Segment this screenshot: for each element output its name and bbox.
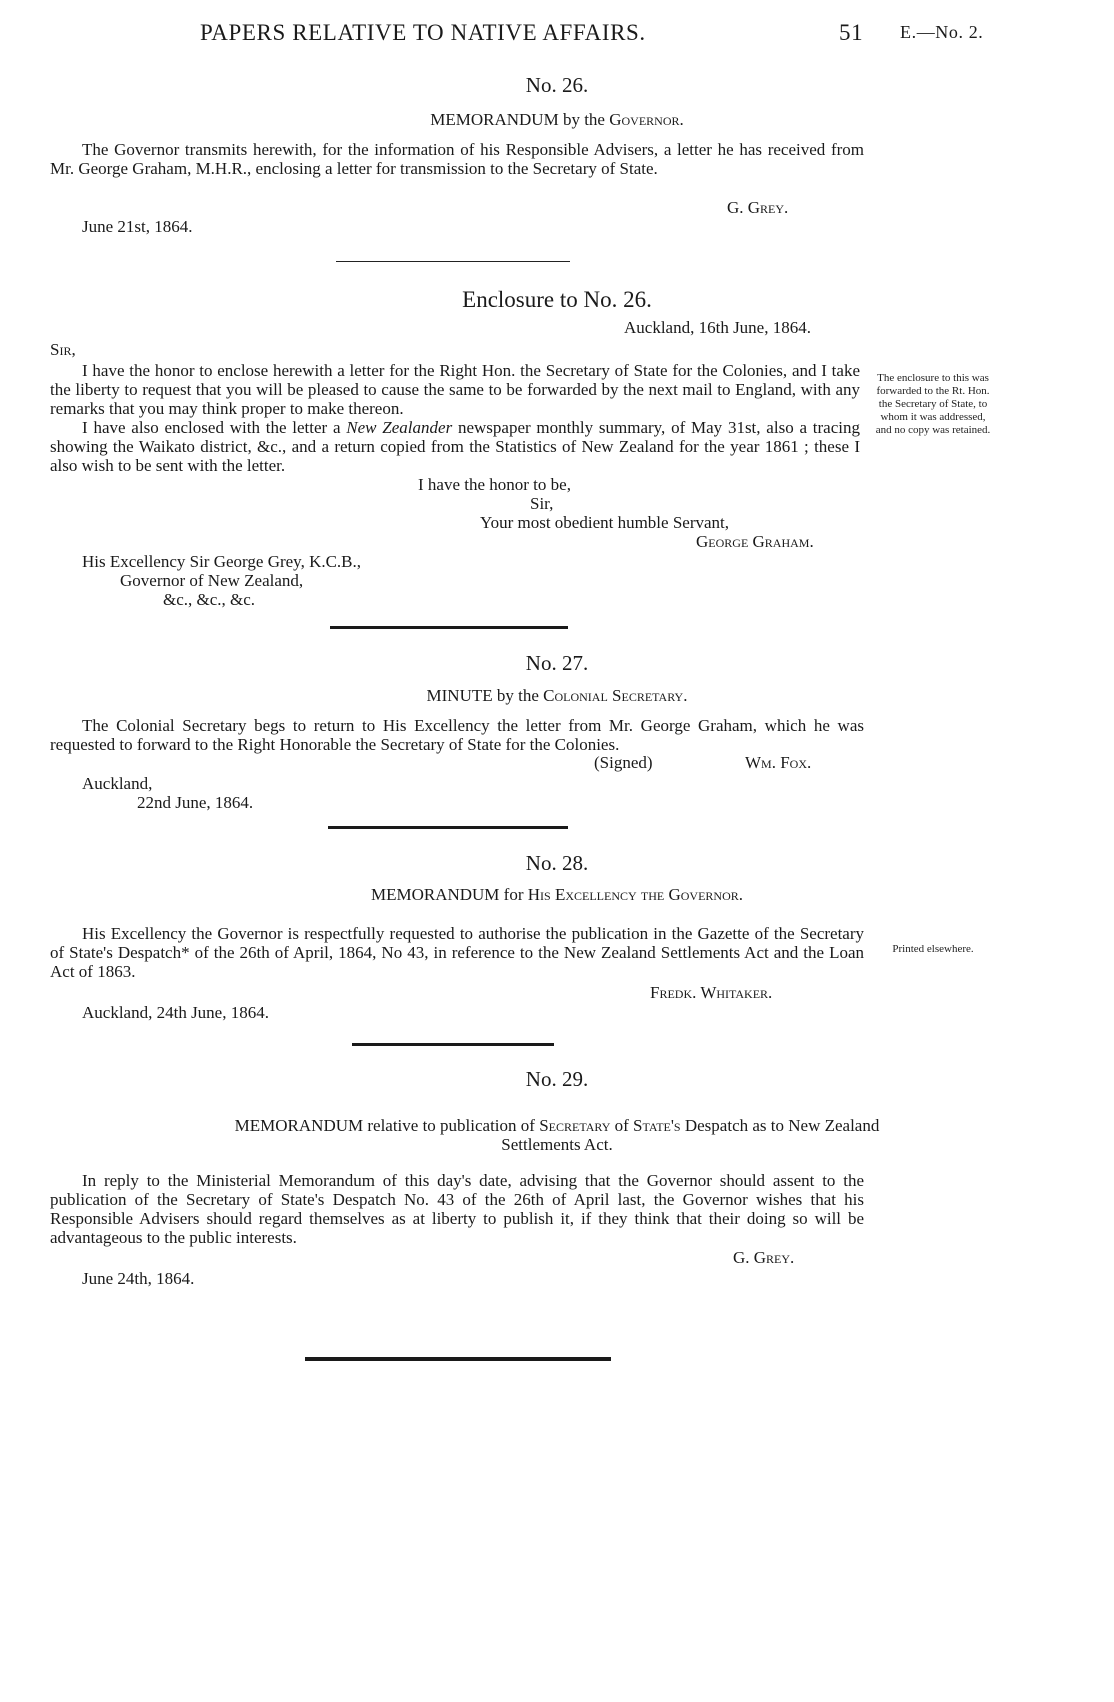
signed-label-no27: (Signed) xyxy=(594,753,653,772)
section-subtitle-no29-line2: Settlements Act. xyxy=(501,1135,613,1154)
section-subtitle-no29-line1: MEMORANDUM relative to publication of Secretary of State's Despatch as to New Zealand xyxy=(234,1116,880,1135)
date-no26: June 21st, 1864. xyxy=(82,217,193,236)
divider-rule-thick xyxy=(328,826,568,829)
enclosure-closing-line-2: Sir, xyxy=(530,494,554,513)
minute-body-no27: The Colonial Secretary begs to return to His Excellency the letter from Mr. George Graham, which he was requested to forward to the Right Honorable the Secretary of State for the Colonies. xyxy=(50,716,864,754)
section-subtitle-no27: MINUTE by the Colonial Secretary. xyxy=(426,686,688,705)
memorandum-body-no26: The Governor transmits herewith, for the information of his Responsible Advisers, a letter he has received from Mr. George Graham, M.H.R., enclosing a letter for transmission to the Secretary of State. xyxy=(50,140,864,178)
memorandum-body-no29: In reply to the Ministerial Memorandum of this day's date, advising that the Governor should assent to the publication of the Secretary of State's Despatch No. 43 of the 26th of April last, the Governor wishes that his Responsible Advisers should regard themselves as at liberty to publish it, if they think that their doing so will be advantageous to the public interests. xyxy=(50,1171,864,1247)
enclosure-closing-line-3: Your most obedient humble Servant, xyxy=(480,513,730,532)
section-heading-no26: No. 26. xyxy=(525,73,589,97)
enclosure-paragraph-2: I have also enclosed with the letter a New Zealander newspaper monthly summary, of May 31st, also a tracing showing the Waikato district, &c., and a return copied from the Statistics of New Zealand for the year 1861 ; these I also wish to be sent with the letter. xyxy=(50,418,860,475)
enclosure-closing-line-1: I have the honor to be, xyxy=(418,475,571,494)
section-heading-no28: No. 28. xyxy=(525,851,589,875)
end-rule xyxy=(305,1357,611,1361)
enclosure-place-date: Auckland, 16th June, 1864. xyxy=(624,318,811,337)
section-subtitle-no26: MEMORANDUM by the Governor. xyxy=(430,110,684,129)
page-number: 51 xyxy=(839,20,864,45)
enclosure-heading: Enclosure to No. 26. xyxy=(462,287,652,312)
section-subtitle-no28: MEMORANDUM for His Excellency the Governor. xyxy=(370,885,744,904)
signature-fox: Wm. Fox. xyxy=(745,753,812,772)
date-no27: 22nd June, 1864. xyxy=(137,793,254,812)
page-reference: E.—No. 2. xyxy=(900,22,984,42)
section-heading-no29: No. 29. xyxy=(525,1067,589,1091)
section-heading-no27: No. 27. xyxy=(525,651,589,675)
signature-grey-no26: G. Grey. xyxy=(727,198,789,217)
page-header-title: PAPERS RELATIVE TO NATIVE AFFAIRS. xyxy=(200,20,646,45)
signature-whitaker: Fredk. Whitaker. xyxy=(650,983,773,1002)
date-no29: June 24th, 1864. xyxy=(82,1269,195,1288)
place-no27: Auckland, xyxy=(82,774,153,793)
addressee-line-1: His Excellency Sir George Grey, K.C.B., xyxy=(82,552,362,571)
margin-note-enclosure: The enclosure to this was forwarded to the Rt. Hon. the Secretary of State, to whom it was addressed, and no copy was retained. xyxy=(875,372,991,436)
addressee-line-3: &c., &c., &c. xyxy=(163,590,256,609)
divider-rule-thick xyxy=(352,1043,554,1046)
signature-grey-no29: G. Grey. xyxy=(733,1248,795,1267)
memorandum-body-no28: His Excellency the Governor is respectfully requested to authorise the publication in the Gazette of the Secretary of State's Despatch* of the 26th of April, 1864, No 43, in reference to the New Zealand Settlements Act and the Loan Act of 1863. xyxy=(50,924,864,981)
divider-rule xyxy=(336,261,570,262)
enclosure-salutation: Sir, xyxy=(50,340,76,359)
margin-note-printed: Printed elsewhere. xyxy=(892,943,974,955)
signature-graham: George Graham. xyxy=(696,532,814,551)
addressee-line-2: Governor of New Zealand, xyxy=(120,571,304,590)
divider-rule-thick xyxy=(330,626,568,629)
enclosure-paragraph-1: I have the honor to enclose herewith a letter for the Right Hon. the Secretary of State for the Colonies, and I take the liberty to request that you will be pleased to cause the same to be forwarded by the next mail to England, with any remarks that you may think proper to make thereon. xyxy=(50,361,860,418)
date-no28: Auckland, 24th June, 1864. xyxy=(82,1003,269,1022)
